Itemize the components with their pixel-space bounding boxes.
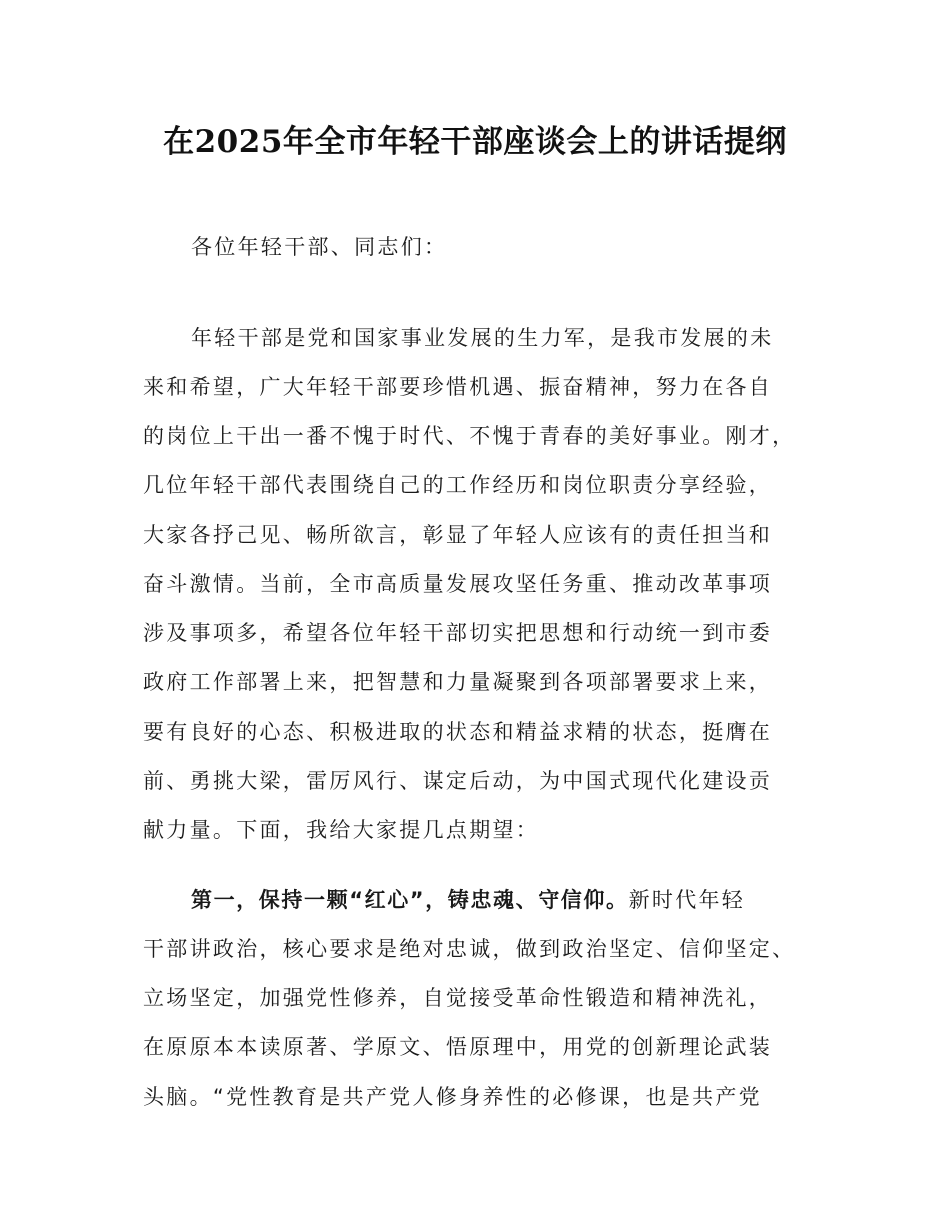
paragraph-line: 的岗位上干出一番不愧于时代、不愧于青春的美好事业。刚才， [143,424,796,448]
paragraph-line-rest: 新时代年轻 [628,888,746,912]
paragraph-line: 奋斗激情。当前，全市高质量发展攻坚任务重、推动改革事项 [143,572,773,596]
document-title: 在2025年全市年轻干部座谈会上的讲话提纲 [163,124,787,160]
paragraph-line: 涉及事项多，希望各位年轻干部切实把思想和行动统一到市委 [143,621,773,645]
paragraph-line: 立场坚定，加强党性修养，自觉接受革命性锻造和精神洗礼， [143,986,773,1010]
paragraph-line: 要有良好的心态、积极进取的状态和精益求精的状态，挺膺在 [143,720,773,744]
paragraph-first-line [191,875,745,925]
paragraph-line: 前、勇挑大梁，雷厉风行、谋定后动，为中国式现代化建设贡 [143,769,773,793]
paragraph-line: 年轻干部是党和国家事业发展的生力军，是我市发展的未 [191,326,774,350]
paragraph-line: 在原原本本读原著、学原文、悟原理中，用党的创新理论武装 [143,1035,773,1059]
paragraph-line: 献力量。下面，我给大家提几点期望： [143,818,540,842]
salutation: 各位年轻干部、同志们： [191,235,448,259]
paragraph-line: 几位年轻干部代表围绕自己的工作经历和岗位职责分享经验， [143,473,773,497]
paragraph-line: 大家各抒己见、畅所欲言，彰显了年轻人应该有的责任担当和 [143,523,773,547]
paragraph-line: 干部讲政治，核心要求是绝对忠诚，做到政治坚定、信仰坚定、 [143,937,796,961]
paragraph-line: 政府工作部署上来，把智慧和力量凝聚到各项部署要求上来， [143,670,773,694]
paragraph-line: 来和希望，广大年轻干部要珍惜机遇、振奋精神，努力在各自 [143,375,773,399]
paragraph-line: 头脑。“党性教育是共产党人修身养性的必修课，也是共产党 [143,1085,762,1109]
section-heading: 第一，保持一颗“红心”，铸忠魂、守信仰。 [191,888,629,912]
